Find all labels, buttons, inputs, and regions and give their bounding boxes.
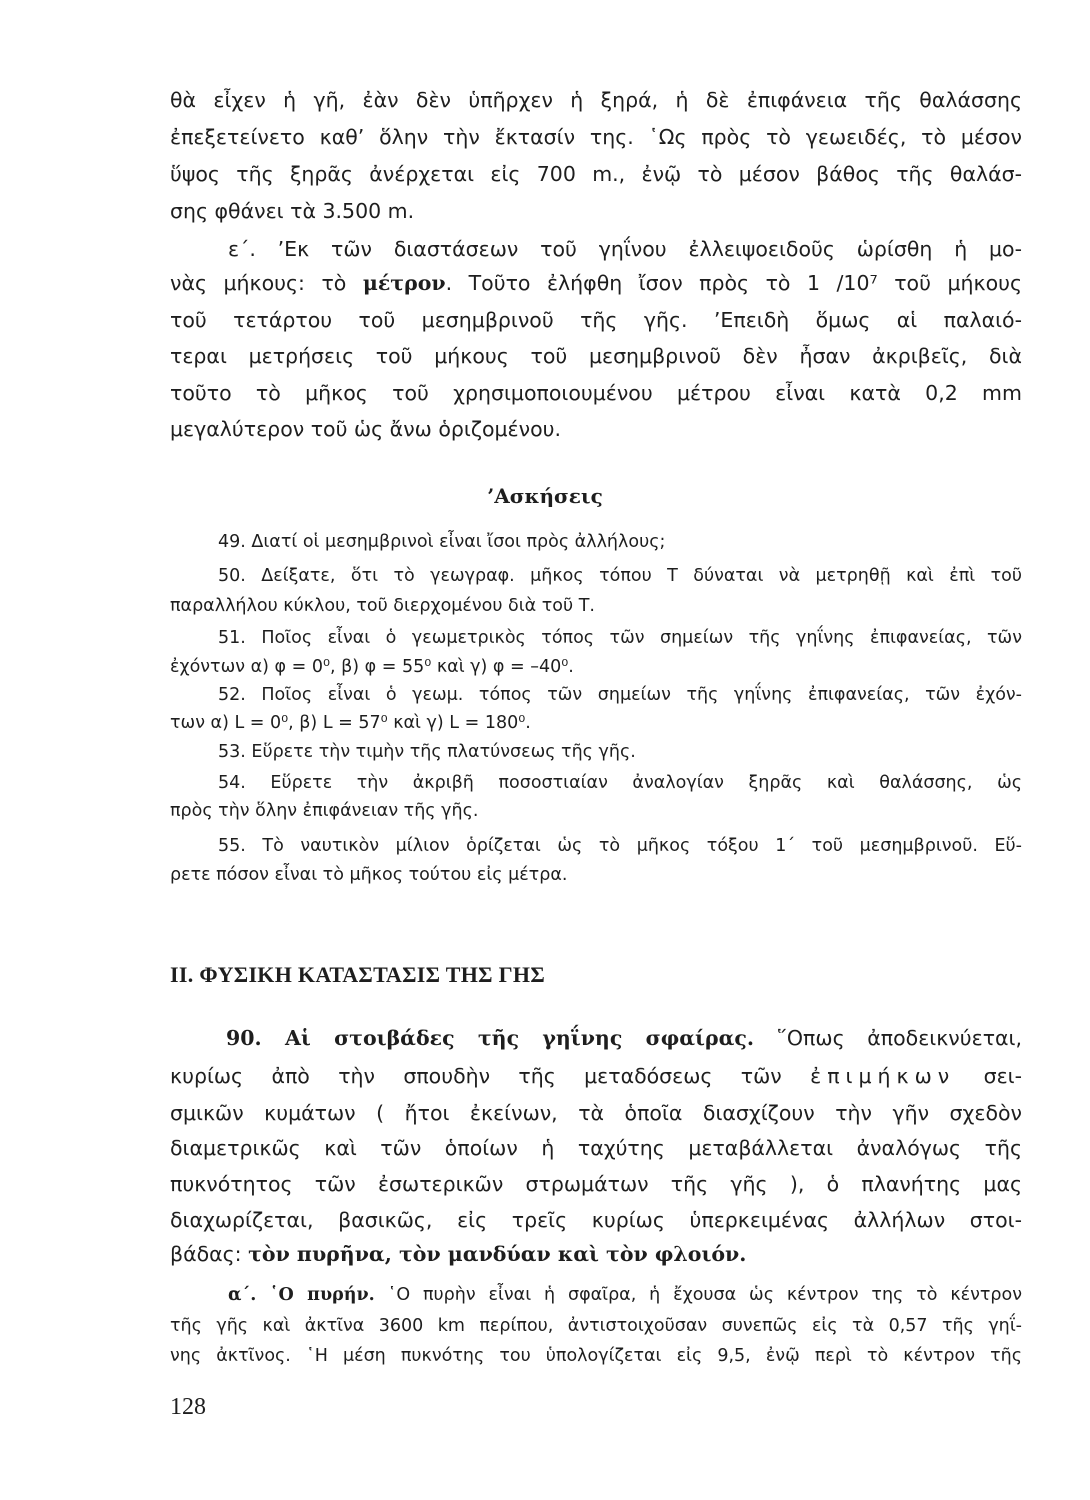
exercise-continuation: πρὸς τὴν ὅλην ἐπιφάνειαν τῆς γῆς. bbox=[170, 801, 479, 821]
text-line: διαμετρικῶς καὶ τῶν ὁποίων ἡ ταχύτης μεταβάλλεται ἀναλόγως τῆς bbox=[170, 1136, 1022, 1160]
text-line: α΄. ῾Ο πυρήν. ῾Ο πυρὴν εἶναι ἡ σφαῖρα, ἡ ἔχουσα ὡς κέντρον της τὸ κέντρον bbox=[228, 1285, 1022, 1305]
exercises-heading: ’Ασκήσεις bbox=[487, 484, 603, 508]
exercise-continuation: ἐχόντων α) φ = 0⁰, β) φ = 55⁰ καὶ γ) φ = –40⁰. bbox=[170, 657, 574, 677]
exercise-item: 50. Δείξατε, ὅτι τὸ γεωγραφ. μῆκος τόπου Τ δύναται νὰ μετρηθῇ καὶ ἐπὶ τοῦ bbox=[218, 566, 1022, 586]
text-line: μεγαλύτερον τοῦ ὡς ἄνω ὁριζομένου. bbox=[170, 417, 562, 441]
page-number: 128 bbox=[170, 1394, 206, 1420]
text-line: ἐπεξετείνετο καθ’ ὅλην τὴν ἔκτασίν της. ῾Ως πρὸς τὸ γεωειδές, τὸ μέσον bbox=[170, 125, 1022, 149]
text-line: πυκνότητος τῶν ἐσωτερικῶν στρωμάτων τῆς γῆς ), ὁ πλανήτης μας bbox=[170, 1172, 1022, 1196]
text-line: τοῦτο τὸ μῆκος τοῦ χρησιμοποιουμένου μέτρου εἶναι κατὰ 0,2 mm bbox=[170, 381, 1022, 405]
text-line: διαχωρίζεται, βασικῶς, εἰς τρεῖς κυρίως ὑπερκειμένας ἀλλήλων στοι- bbox=[170, 1208, 1022, 1232]
layers-list: τὸν πυρῆνα, τὸν μανδύαν καὶ τὸν φλοιόν. bbox=[248, 1242, 747, 1266]
text-line: νης ἀκτῖνος. ῾Η μέση πυκνότης του ὑπολογίζεται εἰς 9,5, ἐνῷ περὶ τὸ κέντρον τῆς bbox=[170, 1346, 1022, 1366]
text-line: ε΄. ’Εκ τῶν διαστάσεων τοῦ γηΐνου ἐλλειψοειδοῦς ὡρίσθη ἡ μο- bbox=[228, 237, 1022, 261]
exercise-item: 53. Εὕρετε τὴν τιμὴν τῆς πλατύνσεως τῆς γῆς. bbox=[218, 742, 636, 762]
text-line: νὰς μήκους: τὸ μέτρον. Τοῦτο ἐλήφθη ἴσον πρὸς τὸ 1 /10⁷ τοῦ μήκους bbox=[170, 271, 1023, 295]
section-90-heading: 90. Αἱ στοιβάδες τῆς γηΐνης σφαίρας. bbox=[226, 1026, 754, 1050]
text-line: τεραι μετρήσεις τοῦ μήκους τοῦ μεσημβρινοῦ δὲν ἦσαν ἀκριβεῖς, διὰ bbox=[170, 344, 1022, 368]
text-line: τῆς γῆς καὶ ἀκτῖνα 3600 km περίπου, ἀντιστοιχοῦσαν συνεπῶς εἰς τὰ 0,57 τῆς γηΐ- bbox=[170, 1316, 1022, 1336]
term-metron: μέτρον bbox=[362, 271, 446, 295]
exercise-item: 55. Τὸ ναυτικὸν μίλιον ὁρίζεται ὡς τὸ μῆκος τόξου 1΄ τοῦ μεσημβρινοῦ. Εὕ- bbox=[218, 836, 1022, 856]
exercise-continuation: ρετε πόσον εἶναι τὸ μῆκος τούτου εἰς μέτρα. bbox=[170, 865, 568, 885]
exercise-item: 51. Ποῖος εἶναι ὁ γεωμετρικὸς τόπος τῶν σημείων τῆς γηΐνης ἐπιφανείας, τῶν bbox=[218, 628, 1022, 648]
text-line: θὰ εἶχεν ἡ γῆ, ἐὰν δὲν ὑπῆρχεν ἡ ξηρά, ἡ δὲ ἐπιφάνεια τῆς θαλάσσης bbox=[170, 88, 1022, 112]
exercise-continuation: των α) L = 0⁰, β) L = 57⁰ καὶ γ) L = 180⁰. bbox=[170, 713, 531, 733]
chapter-title: II. ΦΥΣΙΚΗ ΚΑΤΑΣΤΑΣΙΣ ΤΗΣ ΓΗΣ bbox=[170, 962, 546, 987]
text-line: ὕψος τῆς ξηρᾶς ἀνέρχεται εἰς 700 m., ἐνῷ τὸ μέσον βάθος τῆς θαλάσ- bbox=[170, 162, 1022, 186]
core-heading: α΄. ῾Ο πυρήν. bbox=[228, 1285, 375, 1305]
exercise-item: 54. Εὕρετε τὴν ἀκριβῆ ποσοστιαίαν ἀναλογίαν ξηρᾶς καὶ θαλάσσης, ὡς bbox=[218, 773, 1022, 793]
text-line: βάδας: τὸν πυρῆνα, τὸν μανδύαν καὶ τὸν φλοιόν. bbox=[170, 1242, 747, 1266]
exercise-item: 52. Ποῖος εἶναι ὁ γεωμ. τόπος τῶν σημείων τῆς γηΐνης ἐπιφανείας, τῶν ἐχόν- bbox=[218, 685, 1022, 705]
text-line: 90. Αἱ στοιβάδες τῆς γηΐνης σφαίρας. ῞Οπως ἀποδεικνύεται, bbox=[226, 1026, 1023, 1050]
exercise-item: 49. Διατί οἱ μεσημβρινοὶ εἶναι ἴσοι πρὸς ἀλλήλους; bbox=[218, 532, 666, 552]
text-line: κυρίως ἀπὸ τὴν σπουδὴν τῆς μεταδόσεως τῶν ἐπιμήκων σει- bbox=[170, 1064, 1022, 1088]
text-line: σμικῶν κυμάτων ( ἤτοι ἐκείνων, τὰ ὁποῖα διασχίζουν τὴν γῆν σχεδὸν bbox=[170, 1101, 1022, 1125]
text-line: τοῦ τετάρτου τοῦ μεσημβρινοῦ τῆς γῆς. ’Επειδὴ ὅμως αἱ παλαιό- bbox=[170, 308, 1022, 332]
text-line: σης φθάνει τὰ 3.500 m. bbox=[170, 199, 415, 223]
exercise-continuation: παραλλήλου κύκλου, τοῦ διερχομένου διὰ τοῦ Τ. bbox=[170, 596, 595, 616]
